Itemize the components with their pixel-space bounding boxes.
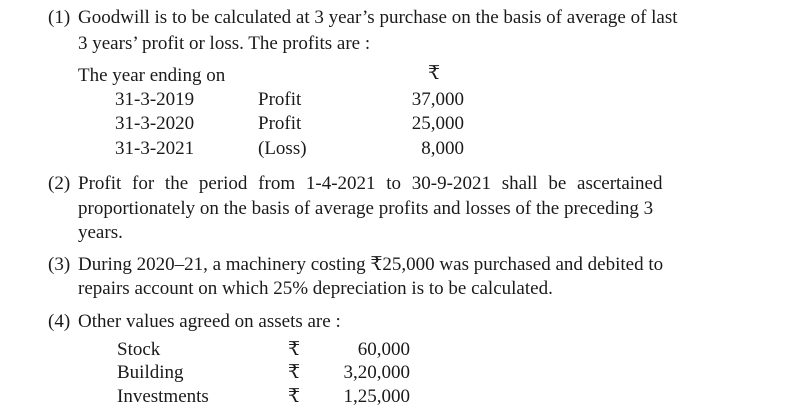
asset-1-name: Stock xyxy=(117,339,161,360)
table-heading: The year ending on xyxy=(78,65,226,86)
asset-1-amount: 60,000 xyxy=(357,339,410,360)
row-1-type: Profit xyxy=(258,89,302,110)
asset-2-amount: 3,20,000 xyxy=(343,362,410,383)
row-2-type: Profit xyxy=(258,113,302,134)
row-3-amount: 8,000 xyxy=(421,138,464,159)
asset-2-name: Building xyxy=(117,362,184,383)
asset-3-amount: 1,25,000 xyxy=(343,386,410,407)
asset-1-rupee-icon: ₹ xyxy=(288,339,301,360)
asset-2-rupee-icon: ₹ xyxy=(288,362,301,383)
row-1-date: 31-3-2019 xyxy=(115,89,195,110)
row-1-amount: 37,000 xyxy=(411,89,464,110)
item-1-line-1: Goodwill is to be calculated at 3 year’s purchase on the basis of average of last xyxy=(78,7,678,28)
row-3-date: 31-3-2021 xyxy=(115,138,195,159)
item-2-line-1: Profit for the period from 1-4-2021 to 30-9-2021 shall be ascertained xyxy=(78,173,663,194)
item-1-line-2: 3 years’ profit or loss. The profits are : xyxy=(78,33,371,54)
item-3-line-2: repairs account on which 25% depreciation is to be calculated. xyxy=(78,278,553,299)
rupee-symbol-icon: ₹ xyxy=(428,63,441,84)
item-1-number: (1) xyxy=(48,7,71,28)
item-3-line-1: During 2020–21, a machinery costing ₹25,000 was purchased and debited to xyxy=(78,254,664,275)
item-4-line-1: Other values agreed on assets are : xyxy=(78,311,341,332)
row-2-date: 31-3-2020 xyxy=(115,113,195,134)
item-4-number: (4) xyxy=(48,311,71,332)
item-2-line-2: proportionately on the basis of average profits and losses of the preceding 3 xyxy=(78,198,654,219)
item-2-number: (2) xyxy=(48,173,71,194)
asset-3-rupee-icon: ₹ xyxy=(288,386,301,407)
item-3-number: (3) xyxy=(48,254,71,275)
row-2-amount: 25,000 xyxy=(411,113,464,134)
item-2-line-3: years. xyxy=(78,222,123,243)
row-3-type: (Loss) xyxy=(258,138,307,159)
asset-3-name: Investments xyxy=(117,386,209,407)
